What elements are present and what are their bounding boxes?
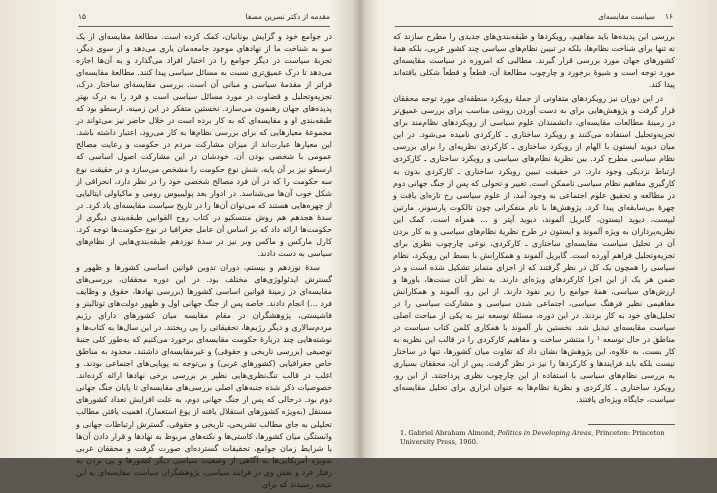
right-page-header [395,10,673,24]
left-page-body [76,31,332,493]
footnote-title: Politics in Developing Areas, [497,429,594,437]
right-page [360,0,717,458]
paragraph: در جوامع خود و گرایش بونانیان، کمک کرده است. مطالعهٔ مقایسه‌ای از یک سو به شناخت ما از نهادهای موجود جامعه‌مان یاری می‌دهد و از سوی دیگر، تجربهٔ سیاست در دیگر جوامع را در اختیار افراد می‌گذارد و به آن‌ها اجازه می‌دهد تا درک عمیق‌تری نسبت به مسائل سیاسی پیدا کنند. مطالعهٔ مقایسه‌ای فراتر از مقدمهٔ سیاسی و مبانی آن است. بررسی مقایسه‌ای ساختار درک، تجزیه‌وتحلیل و قضاوت در مورد مسائل سیاسی است و فرد را به درک بهتر پدیده‌های جهان رهنمون می‌سازد. نخستین متفکر در این زمینه، ارسطو بود که طبقه‌بندی او و مقایسه‌ای که به کار برده است در خلال حاضر نیز می‌تواند در مجموعهٔ معیارهایی که برای بررسی نظام‌ها به کار می‌رود، اعتبار داشته باشد. این معیارها عبارت‌اند از میزان مشارکت مردم در حکومت و رعایت مصالح عمومی با شخصی بودن آن. خودشان در این مشارکت اصول اساسی که ارسطو نیز بر آن پایه، شش نوع حکومت را مشخص می‌سازد و در حقیقت نوع سه حکومت را که در آن فرد مصالح شخصی خود را در نظر دارد، انحرافی از شکل خوب آن‌ها می‌شناسد. در ادوار بعد پولیبیوس رومی و ماکیاولی ایتالیایی از چهره‌هایی هستند که می‌توان آن‌ها را در تاریخ سیاست مقایسه‌ای یاد کرد. در سدهٔ هجدهم هم روش منتسکیو در کتاب روح القوانین طبقه‌بندی دیگری از حکومت‌ها ارائه داد که بر اساس آن عامل جغرافیا در نوع حکومت‌ها توجه کرد. کارل مارکس و ماکس وبر نیز در سدهٔ نوزدهم طبقه‌بندی‌هایی از نظام‌های سیاسی به دست دادند. [76,32,332,258]
right-page-body [393,31,675,408]
header-rule [78,26,330,27]
footnote [400,429,675,447]
paragraph: بررسی این پدیده‌ها باید مفاهیم، رویکردها و طبقه‌بندی‌های جدیدی را مطرح سازند که نه تنها برای شناخت نظام‌ها، بلکه در تبیین نظام‌های سیاسی چند کشور غربی، بلکه همهٔ کشورهای جهان مورد بررسی قرار گیرند. مطالبی که امروزه در سیاست مقایسه‌ای مورد توجه است و شیوهٔ برخورد و چارچوب مطالعهٔ آن، قطعاً و قطعاً شکلی یافته‌اند پیدا کند. [393,32,675,90]
footnote-rule [588,424,675,425]
page-number: ۱۵ [78,12,86,21]
header-rule [395,26,673,27]
left-page [0,0,358,489]
footnote-author: Gabriel Abraham Almond, [408,429,496,437]
running-head-title: سیاست مقایسه‌ای [598,12,655,21]
running-head-title: مقدمه از دکتر نسرین مصفا [245,12,330,21]
left-page-header [78,10,330,24]
page-number: ۱۶ [665,12,673,21]
footnote-marker: 1. [400,429,407,437]
paragraph: در این دوران نیز رویکردهای متفاوتی از جملهٔ رویکرد منطقه‌ای مورد توجه محققان قرار گرفت و پژوهش‌هایی برای به دست آوردن روشی مناسب برای بررسی عمیق‌تر در زمینهٔ مطالعات مقایسه‌ای، دانشمندان علوم سیاسی از رویکردهای نظام‌مند برای تجزیه‌وتحلیل استفاده می‌کنند و رویکرد ساختاری ـ کارکردی نامیده می‌شود. در این میان دیوید ایستون با الهام از رویکرد ساختاری ـ کارکردی نظریه‌ای را برای بررسی نظام سیاسی مطرح کرد. بین نظریهٔ نظام‌های سیاسی و رویکرد ساختاری ـ کارکردی ارتباط نزدیکی وجود دارد. در حقیقت تبیین رویکرد ساختاری ـ کارکردی بدون به کارگیری مفاهیم نظام سیاسی ناممکن است. تغییر و تحولی که پس از جنگ جهانی دوم در مطالعه و تحقیق علوم اجتماعی به وجود آمد، از علوم سیاسی رخ تازه‌ای یافت و چهرهٔ بی‌سابقه‌ای پیدا کرد. پژوهش‌ها با نام متفکرانی چون تالکوت پارسونز، مارتین لیپست، دیوید ایستون، گابریل آلموند، دیوید آپتر و ... همراه است. کمک این نظریه‌پردازان به ویژه آلموند و ایستون در طرح نظریهٔ نظام‌های سیاسی و به کار بردن آن در تحلیل سیاست مقایسه‌ای ساختاری ـ کارکردی، نوعی چارچوب نظری برای تجزیه‌وتحلیل فراهم آورده است. گابریل آلموند و همکارانش با بسط این رویکرد، نظام سیاسی را همچون یک کل در نظر گرفتند که از اجزای متمایز تشکیل شده است و در ضمن هر یک از این اجزا کارکردهای ویژه‌ای دارند. به نظر آنان سنت‌ها، باورها و ارزش‌های سیاسی، همهٔ جوامع را زیر نفوذ دارند. از این رو، آلموند و همکارانش مفاهیمی نظیر فرهنگ سیاسی، اجتماعی شدن سیاسی و مشارکت سیاسی را در تحلیل‌های خود به کار بردند. در این دوره، مسئلهٔ توسعه نیز به یکی از مباحث اصلی سیاست مقایسه‌ای تبدیل شد. نخستین بار آلموند با همکاری کلمن کتاب سیاست در مناطق در حال توسعه ¹ را منتشر ساخت و مفاهیم کارکردی را در قالب این نظریه به کار بست. به علاوه، این پژوهش‌ها نشان داد که تفاوت میان کشورها، تنها در ساختار نیست بلکه باید فرایندها و کارکردها را نیز در نظر گرفت. پس از آن، محققان بسیاری به بررسی نظام‌های سیاسی با استفاده از این چارچوب نظری پرداختند. از این رو، رویکرد ساختاری ـ کارکردی و نظریهٔ نظام‌ها به عنوان ابزاری برای تحلیل مقایسه‌ای سیاست، جایگاه ویژه‌ای یافتند. [393,94,675,405]
footnote-publisher: Princeton: Princeton University Press, 1960. [400,429,665,446]
paragraph: سدهٔ نوزدهم و بیستم، دوران تدوین قوانین اساسی کشورها و ظهور و گسترش ایدئولوژی‌های مختلف بود. در این دوره محققان، بررسی‌های مقایسه‌ای در زمینهٔ قوانین اساسی کشورها (بررسی نهادها، حقوق و وظایف فرد ...) انجام دادند. خاصه پس از جنگ جهانی اول و ظهور دولت‌های توتالیتر و فاشیستی، پژوهشگران در مقام مقایسه میان کشورهای دارای رژیم مردم‌سالاری و دیگر رژیم‌ها، تحقیقاتی را پی ریختند. در این سال‌ها به کتاب‌ها و نوشته‌هایی چند دربارهٔ حکومت مقایسه‌ای برخورد می‌کنیم که به‌طور کلی جنبهٔ توصیفی (بررسی تاریخی و حقوقی) و غیرمقایسه‌ای داشتند. محدود به مناطق خاص جغرافیایی (کشورهای غربی) و بی‌توجه به پویایی‌های اجتماعی بودند. و اغلب در قالب تنگ‌نظری‌هایی نظیر بر بررسی برخی نهادها ارائه کرده‌اند. خصوصیات ذکر شده جنبه‌های اصلی بررسی‌های مقایسه‌ای تا پایان جنگ جهانی دوم بود. درحالی که پس از جنگ جهانی دوم، به علت افزایش تعداد کشورهای مستقل (به‌ویژه کشورهای استقلال یافته از یوغ استعمار)، اهمیت یافتن مطالب تحلیلی به جای مطالب تشریحی، تاریخی و حقوقی، گسترش ارتباطات جهانی و وابستگی میان کشورها، کاستی‌ها و نکته‌های مربوط به نهادها و قرار دادن آن‌ها با شرایط زمان جوامع، تحقیقات گسترده‌ای صورت گرفت و محققان غربی به‌ویژه آمریکایی‌ها به آگاهی از وضعیت سیاسی دیگر کشورها و پی بردن به رفتار فرد و نقش وی در فرایند سیاسی، پژوهشگران سیاست مقایسه‌ای به این نتیجه رسیدند که برای [76,262,332,489]
